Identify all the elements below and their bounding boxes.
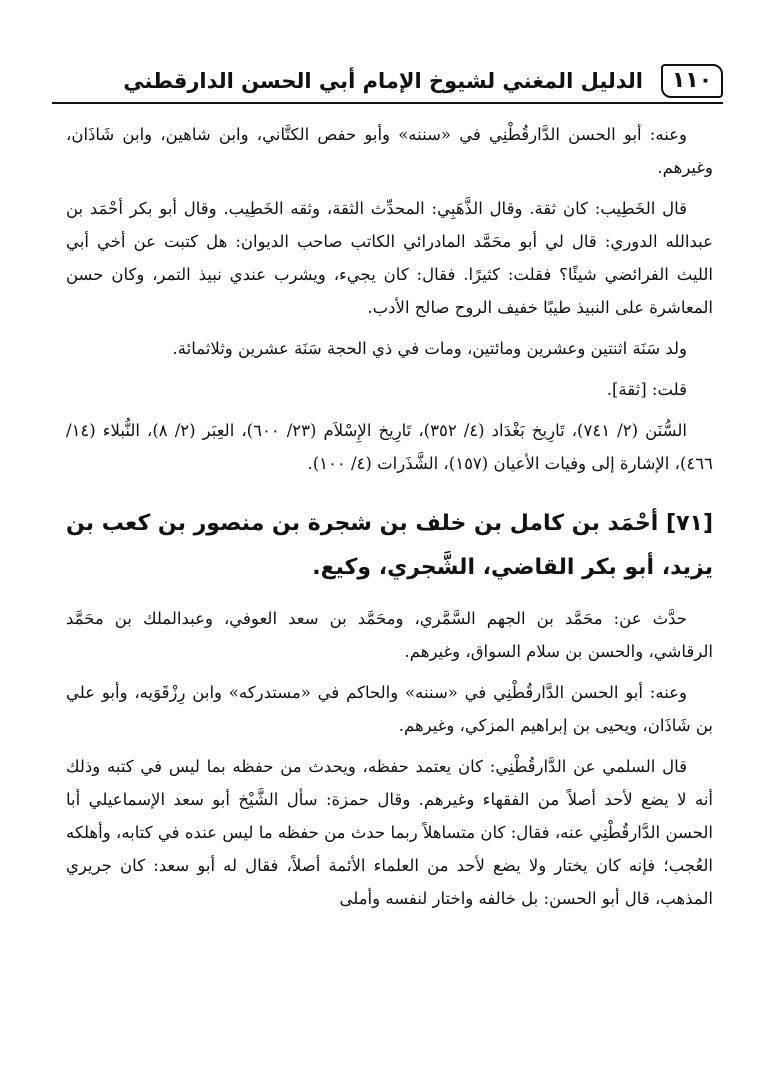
running-title: الدليل المغني لشيوخ الإمام أبي الحسن الدارقطني <box>123 69 643 93</box>
entry-heading-71: [٧١] أحْمَد بن كامل بن خلف بن شجرة بن منصور بن كعب بن يزيد، أبو بكر القاضي، الشَّجري، وكيع. <box>66 511 713 580</box>
header-rule <box>52 102 723 104</box>
section1-students: وعنه: أبو الحسن الدَّارقُطْنِي في «سننه» وأبو حفص الكتَّاني، وابن شاهين، وابن شَاذَان، وغيرهم. <box>66 125 713 177</box>
section1-verdict: قلت: [ثقة]. <box>606 380 687 399</box>
page-number: ١١٠ <box>661 64 723 98</box>
section2-teachers: حدَّث عن: محَمَّد بن الجهم السَّمَّري، ومحَمَّد بن سعد العوفي، وعبدالملك بن محَمَّد الرقاشي، والحسن بن سلام السواق، وغيرهم. <box>66 609 713 661</box>
section2-students: وعنه: أبو الحسن الدَّارقُطْنِي في «سننه» والحاكم في «مستدركه» وابن رِزْقَوَيه، وأبو علي بن شَاذَان، ويحيى بن إبراهيم المزكي، وغيرهم. <box>66 683 713 735</box>
section1-birth-death: ولد سَنَة اثنتين وعشرين ومائتين، ومات في ذي الحجة سَنَة عشرين وثلاثمائة. <box>172 339 687 358</box>
section2-gradings: قال السلمي عن الدَّارقُطْنِي: كان يعتمد حفظه، ويحدث من حفظه بما ليس في كتبه وذلك أنه لا يضع لأحد أصلاً من الفقهاء وغيرهم. وقال حمزة: سأل الشَّيْخ أبو سعد الإسماعيلي أبا الحسن الدَّارقُطْنِي عنه، فقال: كان متساهلاً ربما حدث من حفظه ما ليس عنده في كتابه، وأهلكه العُجب؛ فإنه كان يختار ولا يضع لأحد من العلماء الأئمة أصلاً، فقال له أبو سعد: كان جريري المذهب، قال أبو الحسن: بل خالفه واختار لنفسه وأملى <box>66 757 713 908</box>
page-body <box>66 118 713 1077</box>
page-header <box>52 64 723 106</box>
section1-gradings: قال الخَطِيب: كان ثقة. وقال الذَّهَبِي: المحدِّث الثقة، وثقه الخَطِيب. وقال أبو بكر أحْمَد بن عبدالله الدوري: قال لي أبو محَمَّد المادرائي الكاتب صاحب الديوان: هل كتبت عن أخي أبي الليث الفرائضي شيئًا؟ فقلت: كثيرًا. فقال: كان يجيء، ويشرب عندي نبيذ التمر، وكان حسن المعاشرة على النبيذ طيبًا خفيف الروح صالح الأدب. <box>66 199 713 317</box>
section1-sources: السُّنَن (٢/ ٧٤١)، تَارِيخ بَغْدَاد (٤/ ٣٥٢)، تَارِيخ الإِسْلاَم (٢٣/ ٦٠٠)، العِبَر (٢/ ٨)، النُّبلاء (١٤/ ٤٦٦)، الإشارة إلى وفيات الأعيان (١٥٧)، الشَّذَرات (٤/ ١٠٠). <box>66 421 713 473</box>
